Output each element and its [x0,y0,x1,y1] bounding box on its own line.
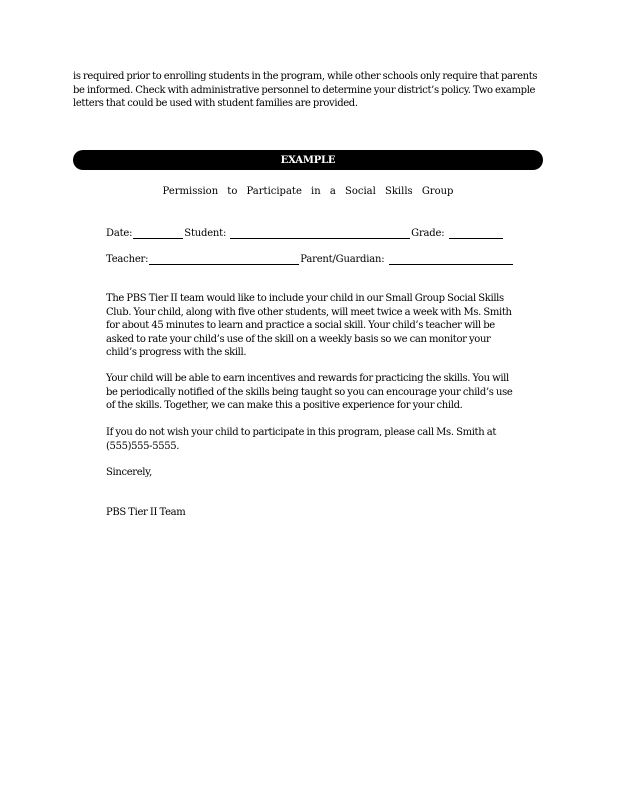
student-label: Student: [184,228,227,239]
teacher-blank [149,253,299,265]
date-student-grade-row [106,227,504,239]
letter-signature: PBS Tier II Team [106,507,186,518]
grade-label: Grade: [411,228,445,239]
letter-closing: Sincerely, [106,467,152,478]
date-blank [133,227,183,239]
grade-blank [449,227,503,239]
letter-title: Permission to Participate in a Social Skills Group [162,186,454,197]
teacher-parent-row [106,253,514,265]
example-banner-label: EXAMPLE [280,154,336,166]
letter-paragraph-1: The PBS Tier II team would like to include your child in our Small Group Social Skills Club. Your child, along with five other students, will meet twice a week with Ms. Smith for about 45 minutes to learn and practice a social skill. Your child’s teacher will be asked to rate your child’s use of the skill on a weekly basis so we can monitor your child’s progress with the skill. [106,293,512,358]
date-label: Date: [106,228,133,239]
parent-guardian-blank [389,253,513,265]
parent-guardian-label: Parent/Guardian: [300,254,385,265]
teacher-label: Teacher: [106,254,149,265]
intro-paragraph: is required prior to enrolling students in the program, while other schools only require that parents be informed. Check with administrative personnel to determine your district’s policy. Two example letters that could be used with student families are provided. [73,71,538,109]
student-blank [230,227,410,239]
example-banner [73,150,543,170]
letter-paragraph-2: Your child will be able to earn incentives and rewards for practicing the skills. You will be periodically notified of the skills being taught so you can encourage your child’s use of the skills. Together, we can make this a positive experience for your child. [106,373,513,411]
letter-paragraph-3: If you do not wish your child to participate in this program, please call Ms. Smith at (555)555-5555. [106,427,497,452]
